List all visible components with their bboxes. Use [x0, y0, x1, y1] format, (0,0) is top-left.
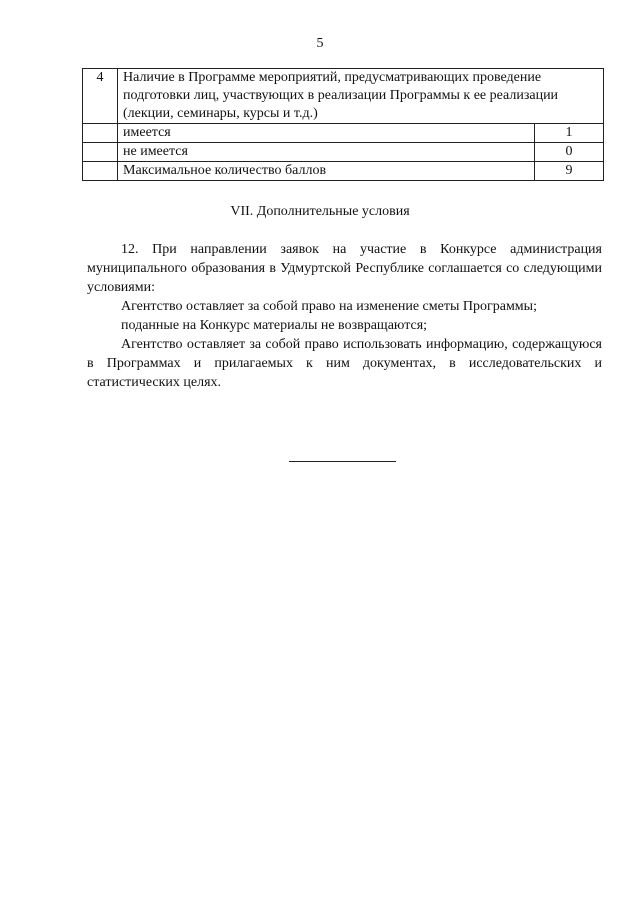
- row-number-cell: [83, 124, 118, 143]
- row-number-cell: 4: [83, 69, 118, 124]
- table-row: [83, 124, 604, 143]
- row-number-cell: [83, 162, 118, 181]
- paragraph: поданные на Конкурс материалы не возвращаются;: [121, 318, 428, 333]
- paragraph: Агентство оставляет за собой право на изменение сметы Программы;: [121, 299, 537, 314]
- section-body: [87, 240, 602, 392]
- table-row: [83, 143, 604, 162]
- row-number-cell: [83, 143, 118, 162]
- paragraph: 12. При направлении заявок на участие в Конкурсе администрация муниципального образования в Удмуртской Республике соглашается со следующими условиями:: [87, 242, 602, 295]
- section-heading: VII. Дополнительные условия: [230, 204, 410, 219]
- option-text-cell: не имеется: [118, 143, 535, 162]
- paragraph: Агентство оставляет за собой право использовать информацию, содержащуюся в Программах и прилагаемых к ним документах, в исследовательских и статистических целях.: [87, 337, 602, 390]
- option-text-cell: имеется: [118, 124, 535, 143]
- page-number: 5: [316, 36, 324, 51]
- table-row: [83, 69, 604, 124]
- end-divider-line: [289, 461, 396, 462]
- score-cell: 0: [535, 143, 604, 162]
- criterion-text-cell: Наличие в Программе мероприятий, предусматривающих проведение подготовки лиц, участвующих в реализации Программы к ее реализации (лекции, семинары, курсы и т.д.): [118, 69, 604, 124]
- table-row: [83, 162, 604, 181]
- score-cell: 1: [535, 124, 604, 143]
- criteria-table: [82, 68, 604, 181]
- max-score-label-cell: Максимальное количество баллов: [118, 162, 535, 181]
- max-score-cell: 9: [535, 162, 604, 181]
